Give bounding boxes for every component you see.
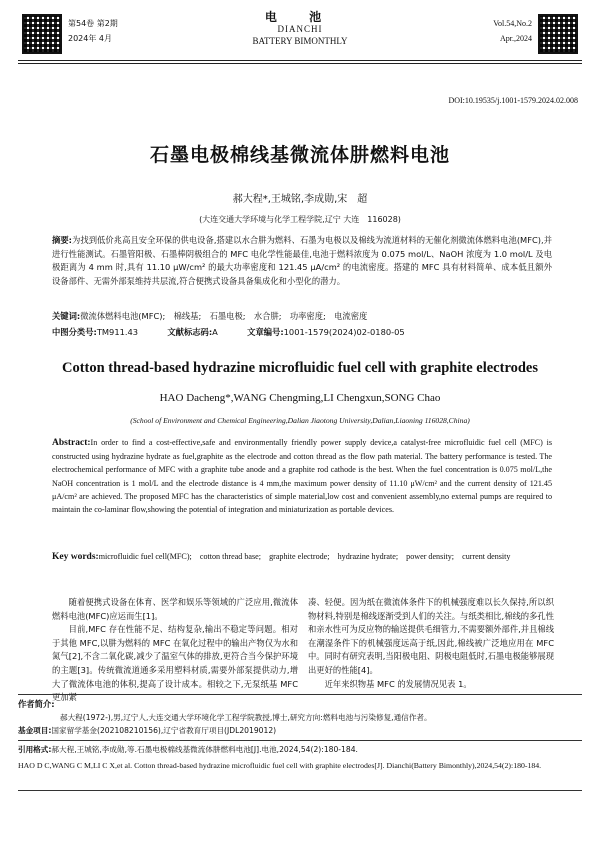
header-rule — [18, 60, 582, 61]
paragraph: 目前,MFC 存在性能不足、结构复杂,输出不稳定等问题。相对于其他 MFC,以肼为燃料的 MFC 在氧化过程中的输出产物仅为水和氮气[2],不含二氧化碳,减少了温室气体的排放,更符合当今保护环境的主题[3]。传统微流道通多采用塑料材质,需要外部泵提供动力,增大了微流体电池的体积,提高了设计成本。相较之下,无泵纸基 MFC 更加紧 — [52, 624, 298, 703]
fund-text: 国家留学基金(202108210156),辽宁省教育厅项目(JDL2019012) — [51, 726, 277, 735]
volume-cn: 第54卷 第2期 — [68, 19, 118, 28]
article-title-en: Cotton thread-based hydrazine microfluidic fuel cell with graphite electrodes — [61, 360, 539, 376]
footnote-rule — [18, 694, 582, 695]
clc-value: TM911.43 — [96, 327, 139, 337]
keywords-en-label: Key words: — [52, 552, 99, 562]
keywords-cn — [52, 310, 552, 324]
abstract-cn — [52, 234, 552, 288]
journal-title-cn: 电 池 — [264, 10, 336, 24]
header-rule-thin — [18, 63, 582, 64]
doc-code-label: 文献标志码: — [167, 327, 213, 337]
citation-rule — [18, 740, 582, 741]
citation-cn-text: 郝大程,王城铭,李成勋,等.石墨电极棉线基微流体肼燃料电池[J].电池,2024,54(2):180-184. — [51, 745, 358, 754]
authors-en: HAO Dacheng*,WANG Chengming,LI Chengxun,SONG Chao — [159, 392, 441, 404]
affiliation-cn: (大连交通大学环境与化学工程学院,辽宁 大连 116028) — [199, 215, 401, 224]
keywords-en-text: microfluidic fuel cell(MFC); cotton thread base; graphite electrode; hydrazine hydrate; power density; current density — [98, 552, 511, 561]
paragraph: 凑、轻便。因为纸在微流体条件下的机械强度难以长久保持,所以织物材料,特别是棉线逐渐受到人们的关注。与纸类相比,棉线的多孔性和亲水性可为反应物的输送提供毛细管力,不需要额外部件,并且棉线在潮湿条件下的机械强度远高于纸,因此,棉线被广泛地应用在 MFC 中。同时有研究表明,当阳极电阻、阴极电阻低时,石墨电极能够展现出更好的性能[4]。 — [308, 597, 554, 675]
paragraph: 近年来织物基 MFC 的发展情况见表 1。 — [324, 678, 472, 689]
body-column-left — [52, 596, 298, 705]
date-en: Apr.,2024 — [500, 34, 532, 43]
keywords-cn-label: 关键词: — [52, 311, 81, 321]
bottom-rule — [18, 790, 582, 791]
authors-cn: 郝大程*,王城铭,李成勋,宋 超 — [232, 194, 368, 205]
footnote-author-label: 作者简介: — [18, 699, 55, 709]
journal-title-en: DIANCHI — [277, 24, 323, 34]
footnote-fund — [18, 725, 578, 737]
classification-line — [52, 326, 552, 340]
citation-en: HAO D C,WANG C M,LI C X,et al. Cotton thread-based hydrazine microfluidic fuel cell with graphite electrodes[J]. Dianchi(Battery Bimonthly),2024,54(2):180-184. — [18, 761, 542, 770]
keywords-cn-text: 微流体燃料电池(MFC); 棉线基; 石墨电极; 水合肼; 功率密度; 电流密度 — [80, 311, 368, 321]
affiliation-en: (School of Environment and Chemical Engineering,Dalian Jiaotong University,Dalian,Liaoning 116028,China) — [130, 416, 470, 425]
abstract-en-text: In order to find a cost-effective,safe and environmentally friendly power supply device,a catalyst-free microfluidic fuel cell (MFC) is constructed using hydrazine hydrate as fuel,graphite as the electrode and cotton thread as the flow path material. The battery performance is tested. The electrochemical performance of MFC with a graphite tube anode and a graphite rod cathode is the best. When the fuel concentration is 0.075 mol/L,the NaOH concentration is 1 mol/L and the electrode distance is 4 mm,the maximum power density of 11.10 μW/cm² and the current density of 121.45 μA/cm² are achieved. The proposed MFC has the characteristics of simple material,low cost and convenient assembly,no external pumps are required to maintain the co-laminar flow,showing the potential of integration and miniaturization as portable devices. — [52, 438, 552, 515]
article-no-label: 文章编号: — [247, 327, 284, 337]
citation-cn — [18, 744, 583, 756]
clc-label: 中图分类号: — [52, 327, 97, 337]
footnote-author: 郝大程(1972-),男,辽宁人,大连交通大学环境化学工程学院教授,博士,研究方向:燃料电池与污染修复,通信作者。 — [60, 713, 432, 722]
doi: DOI:10.19535/j.1001-1579.2024.02.008 — [448, 96, 578, 105]
article-no-value: 1001-1579(2024)02-0180-05 — [283, 327, 405, 337]
citation-label: 引用格式: — [18, 745, 52, 754]
volume-en: Vol.54,No.2 — [493, 19, 532, 28]
body-column-right — [308, 596, 554, 691]
qr-code-right — [538, 14, 578, 54]
article-title-cn: 石墨电极棉线基微流体肼燃料电池 — [149, 144, 450, 166]
abstract-cn-text: 为找到低价兆高且安全环保的供电设备,搭建以水合肼为燃料、石墨为电极以及棉线为流道材料的无催化剂微流体燃料电池(MFC),并进行性能测试。石墨管阳极、石墨棒阴极组合的 MFC 电化学性能最佳,电池于燃料浓度为 0.075 mol/L、NaOH 浓度为 1.0 mol/L 及电极距离为 4 mm 时,具有 11.10 μW/cm² 的最大功率密度和 121.45 μA/cm² 的电流密度。搭建的 MFC 具有材料简单、成本低且额外设备部件、无需外部泵维持共层流,符合便携式设备具备集成化和小型化的潜力。 — [52, 235, 552, 286]
keywords-en — [52, 550, 552, 564]
journal-subtitle-en: BATTERY BIMONTHLY — [252, 36, 348, 46]
date-cn: 2024年 4月 — [68, 34, 112, 43]
abstract-cn-label: 摘要: — [52, 235, 73, 245]
abstract-en-label: Abstract: — [52, 438, 91, 448]
abstract-en — [52, 436, 552, 516]
doc-code-value: A — [212, 327, 218, 337]
fund-label: 基金项目: — [18, 726, 52, 735]
paragraph: 随着便携式设备在体育、医学和娱乐等领域的广泛应用,微流体燃料电池(MFC)应运而生[1]。 — [52, 597, 298, 621]
